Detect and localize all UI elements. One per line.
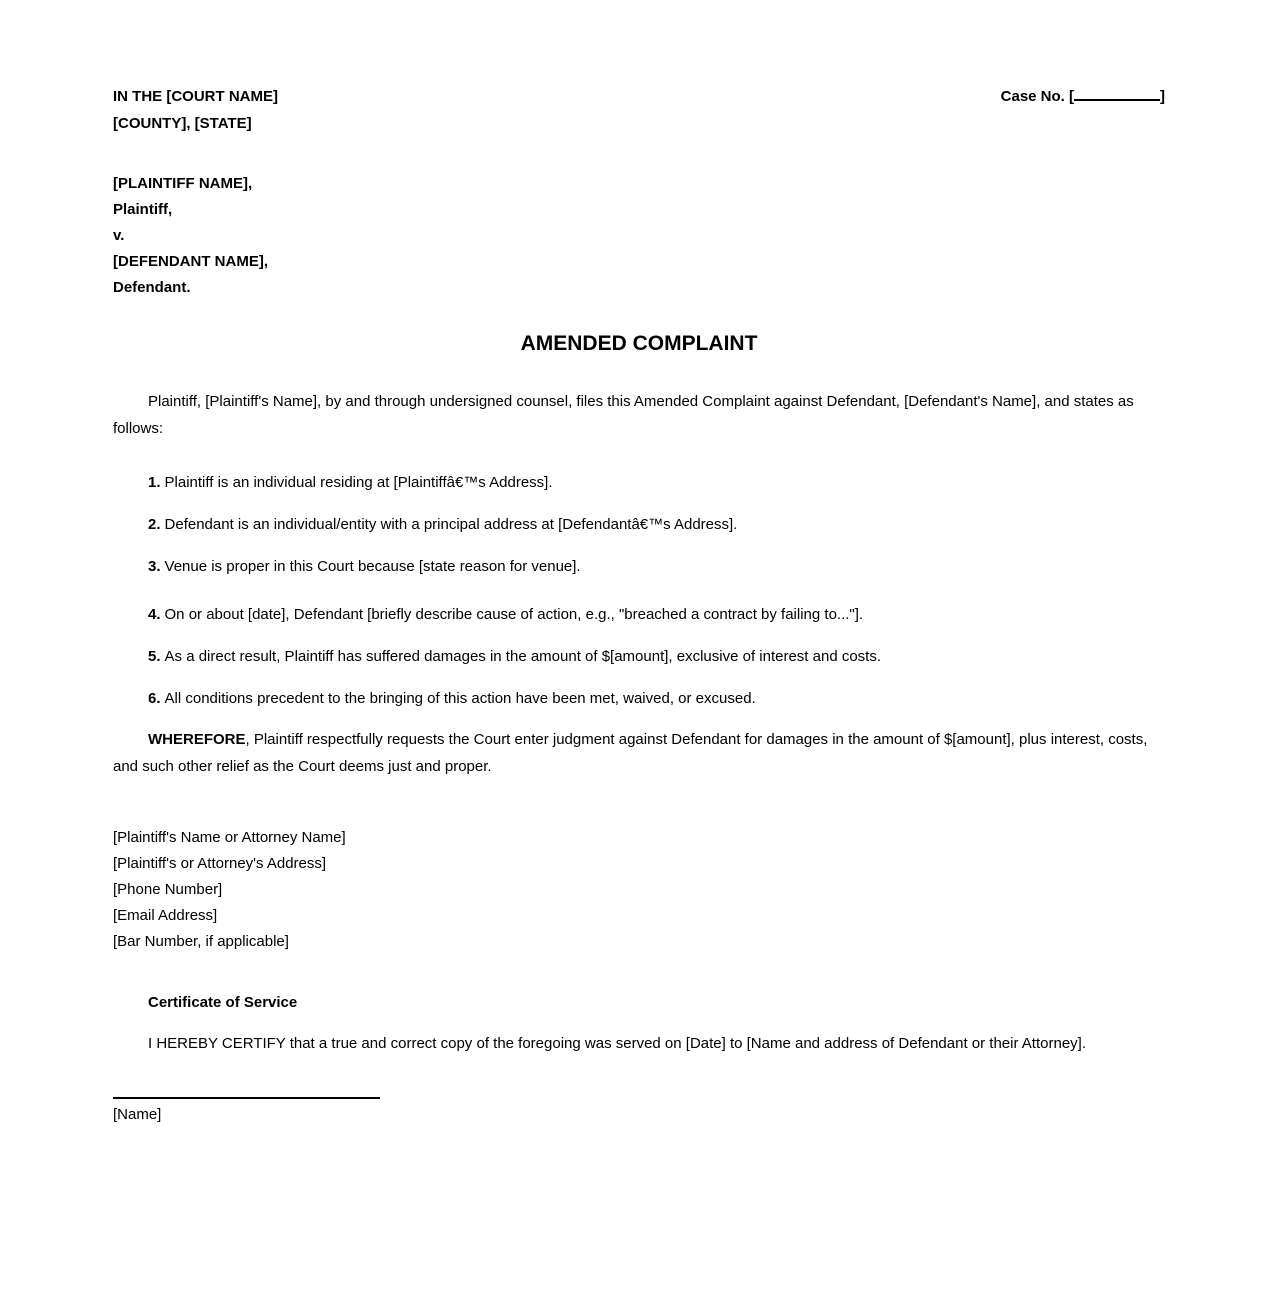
court-name-line: IN THE [COURT NAME]: [113, 88, 278, 105]
signature-name: [Name]: [113, 1106, 162, 1123]
case-number-block: [1001, 83, 1165, 110]
allegation-4: [113, 601, 1165, 628]
allegation-5-text: As a direct result, Plaintiff has suffered damages in the amount of $[amount], exclusive of interest and costs.: [164, 648, 882, 665]
contact-bar-number-line: [Bar Number, if applicable]: [113, 933, 289, 950]
allegation-2-number: 2.: [148, 516, 161, 533]
document-title: AMENDED COMPLAINT: [520, 332, 758, 355]
plaintiff-name-line: [PLAINTIFF NAME],: [113, 175, 253, 192]
plaintiff-role-line: Plaintiff,: [113, 201, 173, 218]
versus-line: v.: [113, 227, 125, 244]
allegation-3: [113, 553, 1165, 580]
defendant-name-line: [DEFENDANT NAME],: [113, 253, 268, 270]
allegation-5-number: 5.: [148, 648, 161, 665]
wherefore-label: WHEREFORE: [148, 731, 246, 748]
certificate-of-service-heading: Certificate of Service: [148, 994, 298, 1011]
allegation-2-text: Defendant is an individual/entity with a principal address at [Defendantâ€™s Address].: [164, 516, 738, 533]
certificate-of-service-body: I HEREBY CERTIFY that a true and correct copy of the foregoing was served on [Date] to [Name and address of Defendant or their Attorney].: [148, 1035, 1086, 1052]
allegation-4-text: On or about [date], Defendant [briefly describe cause of action, e.g., "breached a contract by failing to..."].: [164, 606, 864, 623]
allegation-3-text: Venue is proper in this Court because [state reason for venue].: [164, 558, 581, 575]
wherefore-paragraph: [113, 726, 1165, 780]
wherefore-text: , Plaintiff respectfully requests the Court enter judgment against Defendant for damages in the amount of $[amount], plus interest, costs, and such other relief as the Court deems just and proper.: [113, 731, 1148, 775]
contact-email-line: [Email Address]: [113, 907, 218, 924]
allegation-6-text: All conditions precedent to the bringing of this action have been met, waived, or excused.: [164, 690, 756, 707]
document-header: [113, 83, 1165, 137]
allegations-list: [113, 442, 1165, 712]
case-number-label: Case No. [: [1000, 88, 1074, 105]
allegation-5: [113, 643, 1165, 670]
signature-line: [113, 1097, 380, 1099]
contact-phone-line: [Phone Number]: [113, 881, 223, 898]
case-number-blank-field: [1074, 86, 1160, 101]
county-state-line: [COUNTY], [STATE]: [113, 115, 252, 132]
court-block: [113, 83, 278, 137]
case-number-close-bracket: ]: [1160, 88, 1165, 105]
intro-paragraph: Plaintiff, [Plaintiff's Name], by and through undersigned counsel, files this Amended Complaint against Defendant, [Defendant's Name], and states as follows:: [113, 393, 1134, 437]
allegation-2: [113, 511, 1165, 538]
defendant-role-line: Defendant.: [113, 279, 191, 296]
contact-name-line: [Plaintiff's Name or Attorney Name]: [113, 829, 346, 846]
allegation-6: [113, 685, 1165, 712]
party-caption: [113, 171, 1165, 301]
allegation-3-number: 3.: [148, 558, 161, 575]
allegation-4-number: 4.: [148, 606, 161, 623]
contact-block: [113, 825, 1165, 955]
allegation-1-number: 1.: [148, 474, 161, 491]
allegation-1: [113, 469, 1165, 496]
contact-address-line: [Plaintiff's or Attorney's Address]: [113, 855, 327, 872]
allegation-6-number: 6.: [148, 690, 161, 707]
allegation-1-text: Plaintiff is an individual residing at [Plaintiffâ€™s Address].: [164, 474, 553, 491]
